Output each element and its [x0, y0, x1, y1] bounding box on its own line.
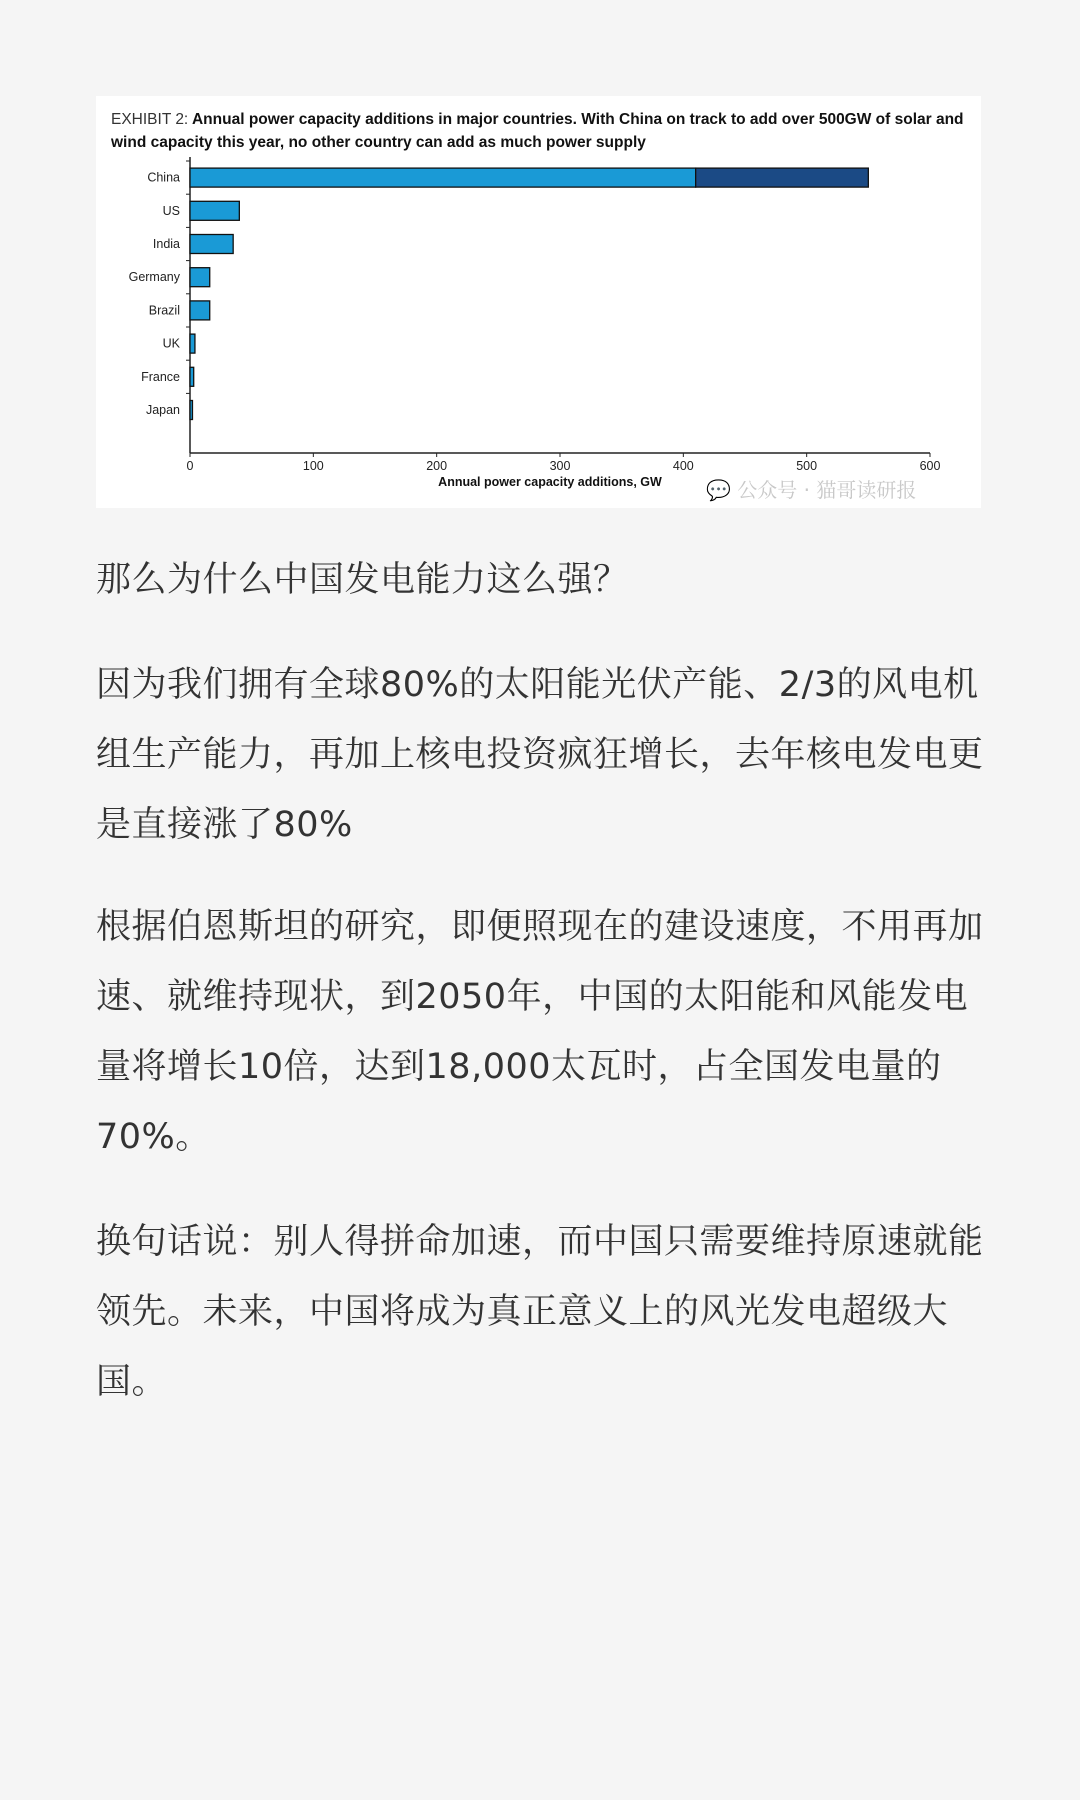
bar-germany-base [190, 268, 210, 287]
x-tick-label: 300 [549, 459, 571, 473]
chart-image [96, 96, 981, 508]
paragraph-3: 根据伯恩斯坦的研究，即便照现在的建设速度，不用再加速、就维持现状，到2050年，中国的太阳能和风能发电量将增长10倍，达到18,000太瓦时，占全国发电量的70%。 [96, 907, 984, 1157]
paragraph-1: 那么为什么中国发电能力这么强？ [96, 560, 629, 600]
y-tick-label: India [152, 237, 180, 251]
wechat-icon: 💬 [706, 478, 731, 502]
exhibit-label: EXHIBIT 2: [111, 111, 189, 128]
x-tick-label: 200 [426, 459, 448, 473]
y-tick-label: UK [162, 336, 180, 351]
chart-title-text: Annual power capacity additions in major countries. With China on track to add over 500GW of solar and wind capacity this year, no other country can add as much power supply [111, 111, 964, 151]
y-tick-label: Brazil [148, 303, 180, 318]
bar-china-additional [696, 168, 869, 187]
paragraph-4: 换句话说：别人得拼命加速，而中国只需要维持原速就能领先。未来，中国将成为真正意义上的风光发电超级大国。 [96, 1222, 984, 1402]
bar-india-base [190, 235, 233, 254]
x-axis-label: Annual power capacity additions, GW [438, 475, 662, 489]
watermark-text: 公众号 · 猫哥读研报 [737, 478, 917, 502]
y-tick-label: Japan [145, 403, 180, 417]
paragraph-2: 因为我们拥有全球80%的太阳能光伏产能、2/3的风电机组生产能力，再加上核电投资疯狂增长，去年核电发电更是直接涨了80% [96, 665, 984, 845]
bar-uk-base [190, 334, 195, 353]
bar-chart [96, 96, 981, 508]
bar-japan-base [190, 401, 192, 420]
x-tick-label: 500 [796, 459, 818, 473]
watermark [706, 477, 916, 503]
bar-france-base [190, 367, 194, 386]
x-tick-label: 600 [919, 459, 941, 473]
y-tick-label: Germany [128, 270, 180, 285]
bar-brazil-base [190, 301, 210, 320]
y-tick-label: China [147, 170, 180, 185]
y-tick-label: France [141, 369, 180, 384]
x-tick-label: 100 [302, 459, 324, 473]
bar-china-base [190, 168, 696, 187]
bar-us-base [190, 201, 239, 220]
y-tick-label: US [162, 203, 180, 218]
x-tick-label: 400 [672, 459, 694, 473]
x-tick-label: 0 [186, 459, 194, 473]
